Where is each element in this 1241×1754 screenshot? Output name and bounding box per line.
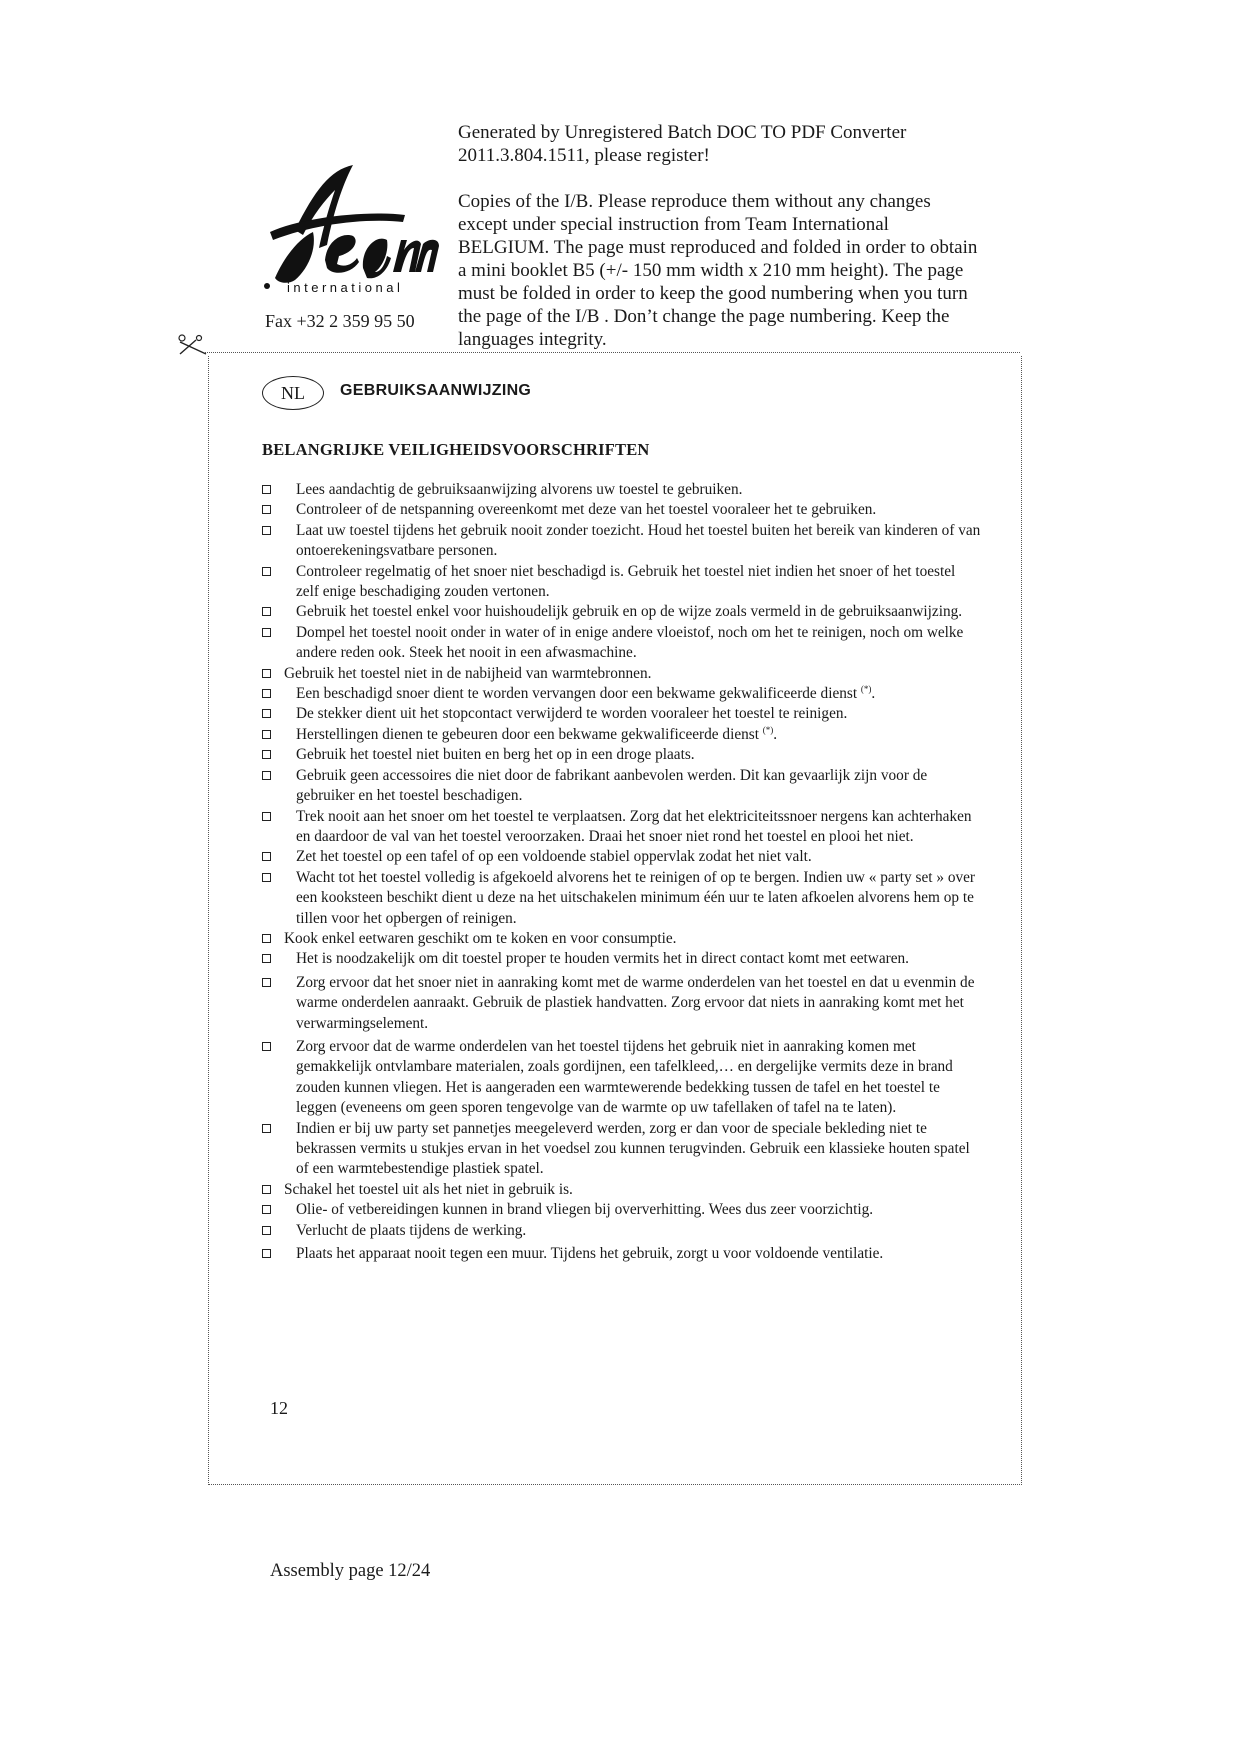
checkbox-bullet-icon [262,1226,271,1235]
checkbox-bullet-icon [262,669,271,678]
list-item: Lees aandachtig de gebruiksaanwijzing alvorens uw toestel te gebruiken. [262,480,982,500]
checkbox-bullet-icon [262,978,271,987]
list-item: Indien er bij uw party set pannetjes meegeleverd werden, zorg er dan voor de speciale bekleding niet te bekrassen vermits u stukjes ervan in het voedsel zou kunnen terugvinden. Gebruik een klassieke houten spatel of een warmtebestendige plastiek spatel. [262,1119,982,1180]
list-item: Kook enkel eetwaren geschikt om te koken en voor consumptie. [262,929,982,949]
list-item: Het is noodzakelijk om dit toestel proper te houden vermits het in direct contact komt met eetwaren. [262,949,982,969]
list-item: Olie- of vetbereidingen kunnen in brand vliegen bij oververhitting. Wees dus zeer voorzichtig. [262,1200,982,1220]
checkbox-bullet-icon [262,628,271,637]
list-item: Gebruik het toestel enkel voor huishoudelijk gebruik en op de wijze zoals vermeld in de gebruiksaanwijzing. [262,602,982,622]
checkbox-bullet-icon [262,873,271,882]
page-number: 12 [270,1398,288,1418]
list-item: Gebruik het toestel niet in de nabijheid van warmtebronnen. [262,664,982,684]
checkbox-bullet-icon [262,567,271,576]
checkbox-bullet-icon [262,730,271,739]
list-item: Een beschadigd snoer dient te worden vervangen door een bekwame gekwalificeerde dienst (*). [262,684,982,704]
converter-notice: Generated by Unregistered Batch DOC TO PDF Converter 2011.3.804.1511, please register! [458,122,907,166]
checkbox-bullet-icon [262,812,271,821]
list-item: Zet het toestel op een tafel of op een voldoende stabiel oppervlak zodat het niet valt. [262,847,982,867]
checkbox-bullet-icon [262,1124,271,1133]
list-item: Laat uw toestel tijdens het gebruik nooit zonder toezicht. Houd het toestel buiten het bereik van kinderen of van ontoerekeningsvatbare personen. [262,521,982,562]
team-international-logo [255,160,445,295]
list-item: Controleer regelmatig of het snoer niet beschadigd is. Gebruik het toestel niet indien het snoer of het toestel zelf enige beschadiging zouden vertonen. [262,562,982,603]
safety-instructions-list [262,480,982,1264]
fax-number: Fax +32 2 359 95 50 [265,311,415,331]
checkbox-bullet-icon [262,607,271,616]
checkbox-bullet-icon [262,526,271,535]
cut-line [205,352,1020,353]
scissors-icon [178,334,210,360]
list-item: Plaats het apparaat nooit tegen een muur. Tijdens het gebruik, zorgt u voor voldoende ventilatie. [262,1244,982,1264]
list-item: Wacht tot het toestel volledig is afgekoeld alvorens het te reinigen of op te bergen. Indien uw « party set » over een kooksteen beschikt dient u deze na het uitschakelen minimum één uur te laten afkoelen alvorens hem op te tillen voor het opbergen of reinigen. [262,868,982,929]
checkbox-bullet-icon [262,771,271,780]
checkbox-bullet-icon [262,1249,271,1258]
svg-text:international: international [287,280,404,295]
copies-notice: Copies of the I/B. Please reproduce them without any changes except under special instruction from Team International BELGIUM. The page must reproduced and folded in order to obtain a mini booklet B5 (+/- 150 mm width x 210 mm height). The page must be folded in order to keep the good numbering when you turn the page of the I/B . Don’t change the page numbering. Keep the languages integrity. [458,191,978,350]
checkbox-bullet-icon [262,954,271,963]
list-item: Schakel het toestel uit als het niet in gebruik is. [262,1180,982,1200]
section-title: GEBRUIKSAANWIJZING [340,382,532,399]
checkbox-bullet-icon [262,709,271,718]
list-item: Verlucht de plaats tijdens de werking. [262,1221,982,1241]
list-item: Controleer of de netspanning overeenkomt met deze van het toestel vooraleer het te gebruiken. [262,500,982,520]
list-item: Zorg ervoor dat de warme onderdelen van het toestel tijdens het gebruik niet in aanraking komen met gemakkelijk ontvlambare materialen, zoals gordijnen, een tafelkleed,… en dergelijke vermits deze in brand zouden kunnen vliegen. Het is aangeraden een warmtewerende bedekking tussen de tafel en het toestel te leggen (eveneens om geen sporen tengevolge van de warmte op uw tafellaken of tafel na te laten). [262,1037,982,1119]
checkbox-bullet-icon [262,505,271,514]
list-item: De stekker dient uit het stopcontact verwijderd te worden vooraleer het toestel te reinigen. [262,704,982,724]
list-item: Herstellingen dienen te gebeuren door een bekwame gekwalificeerde dienst (*). [262,725,982,745]
assembly-page-label: Assembly page 12/24 [270,1561,431,1581]
checkbox-bullet-icon [262,934,271,943]
checkbox-bullet-icon [262,1042,271,1051]
list-item: Gebruik geen accessoires die niet door de fabrikant aanbevolen werden. Dit kan gevaarlijk zijn voor de gebruiker en het toestel beschadigen. [262,766,982,807]
list-item: Trek nooit aan het snoer om het toestel te verplaatsen. Zorg dat het elektriciteitssnoer nergens kan achterhaken en daardoor de val van het toestel veroorzaken. Draai het snoer niet rond het toestel en plooi het niet. [262,807,982,848]
checkbox-bullet-icon [262,750,271,759]
section-subtitle: BELANGRIJKE VEILIGHEIDSVOORSCHRIFTEN [262,440,650,459]
checkbox-bullet-icon [262,852,271,861]
checkbox-bullet-icon [262,1205,271,1214]
list-item: Gebruik het toestel niet buiten en berg het op in een droge plaats. [262,745,982,765]
list-item: Zorg ervoor dat het snoer niet in aanraking komt met de warme onderdelen van het toestel en dat u evenmin de warme onderdelen aanraakt. Gebruik de plastiek handvatten. Zorg ervoor dat niets in aanraking komt met het verwarmingselement. [262,973,982,1034]
checkbox-bullet-icon [262,1185,271,1194]
checkbox-bullet-icon [262,485,271,494]
language-badge: NL [262,376,324,410]
list-item: Dompel het toestel nooit onder in water of in enige andere vloeistof, noch om het te reinigen, noch om welke andere reden ook. Steek het nooit in een afwasmachine. [262,623,982,664]
checkbox-bullet-icon [262,689,271,698]
